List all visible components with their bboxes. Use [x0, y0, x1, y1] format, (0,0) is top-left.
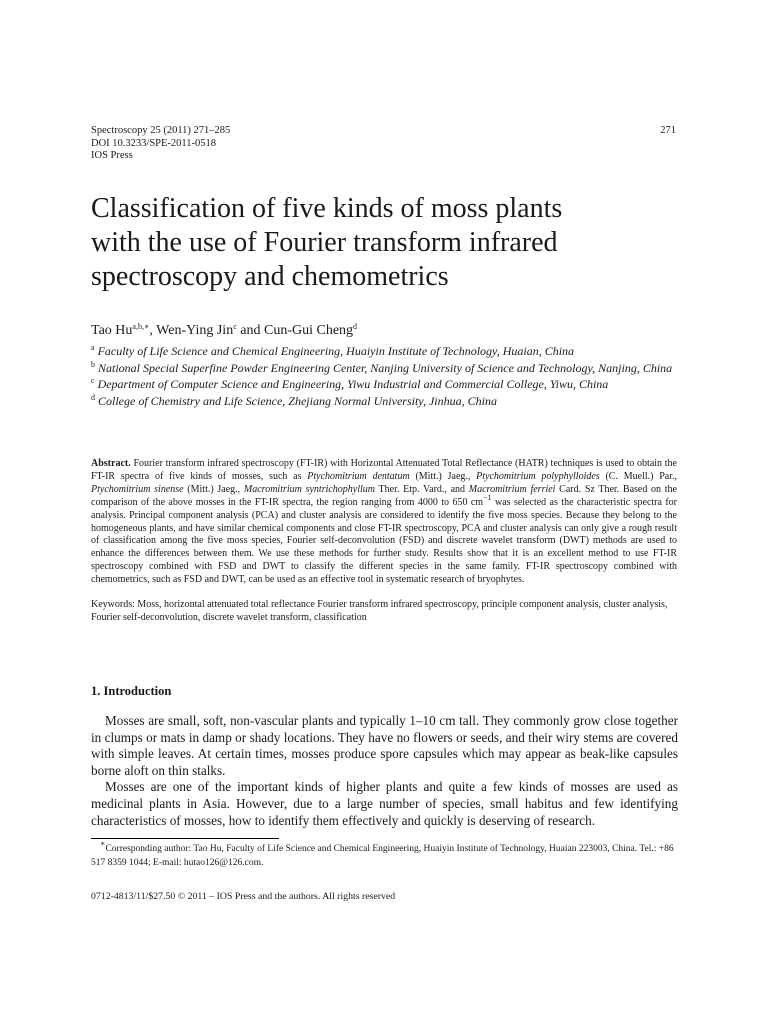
body-text — [91, 713, 678, 829]
affiliation-mark: b — [91, 359, 95, 369]
section-heading: 1. Introduction — [91, 684, 172, 698]
abstract-text: Card. Sz Ther. Based on the comparison of the above mosses in the FT-IR spectra, the region ranging from 4000 to 650 cm — [91, 483, 677, 508]
species-name: Ptychomitrium dentatum — [307, 470, 410, 482]
unit-superscript: −1 — [483, 492, 492, 502]
abstract-text: Fourier transform infrared spectroscopy (FT-IR) with Horizontal Attenuated Total Reflectance (HATR) techniques is used to obtain the FT-IR spectra of five kinds of mosses, such as — [91, 458, 677, 482]
species-name: Macromitrium syntrichophyllum — [243, 483, 376, 495]
title-line: with the use of Fourier transform infrared — [91, 227, 558, 258]
species-name: Ptychomitrium sinense — [91, 483, 184, 495]
journal-header — [91, 125, 676, 163]
affiliation-text: Department of Computer Science and Engineering, Yiwu Industrial and Commercial College, Yiwu, China — [97, 377, 609, 391]
author-separator: and — [236, 323, 264, 338]
affiliation-text: College of Chemistry and Life Science, Zhejiang Normal University, Jinhua, China — [98, 393, 497, 408]
title-line: Classification of five kinds of moss plants — [91, 193, 563, 224]
doi: DOI 10.3233/SPE-2011-0518 — [91, 137, 217, 149]
affiliation-mark: d — [91, 392, 95, 402]
abstract-text: (C. Muell.) Par., — [599, 470, 677, 482]
author-affiliation-mark: d — [353, 322, 358, 331]
affiliation-mark: a — [91, 343, 95, 352]
paragraph: Mosses are small, soft, non-vascular plants and typically 1–10 cm tall. They commonly grow close together in clumps or mats in damp or shady locations. They have no flowers or seeds, and their wiry stems are covered with simple leaves. At certain times, mosses produce spore capsules which may appear as beak-like capsules borne aloft on thin stalks. — [91, 713, 678, 778]
affiliations — [91, 343, 676, 409]
author-name: Wen-Ying Jin — [156, 323, 234, 338]
affiliation-mark: c — [91, 376, 95, 385]
paper-title — [91, 192, 691, 294]
publisher: IOS Press — [91, 150, 133, 161]
author-affiliation-mark: a,b,∗ — [132, 322, 150, 331]
species-name: Ptychomitrium polyphylloides — [476, 470, 600, 482]
paragraph: Mosses are one of the important kinds of higher plants and quite a few kinds of mosses are used as medicinal plants in Asia. However, due to a large number of species, small habitus and few identifying characteristics of mosses, how to identify them effectively and quickly is deserving of research. — [91, 779, 678, 828]
affiliation-item — [91, 376, 676, 393]
affiliation-text: National Special Superfine Powder Engineering Center, Nanjing University of Science and Technology, Nanjing, China — [98, 360, 673, 375]
abstract-text: (Mitt.) Jaeg., — [409, 470, 477, 482]
abstract — [91, 458, 677, 587]
author-name: Tao Hu — [91, 323, 133, 338]
abstract-label: Abstract. — [91, 458, 131, 469]
author-list — [91, 323, 357, 339]
affiliation-item — [91, 360, 676, 377]
keywords: Keywords: Moss, horizontal attenuated total reflectance Fourier transform infrared spectroscopy, principle component analysis, cluster analysis, Fourier self-deconvolution, discrete wavelet transform, classification — [91, 599, 668, 623]
footnote-mark: ∗ — [100, 839, 106, 848]
copyright-line: 0712-4813/11/$27.50 © 2011 – IOS Press and the authors. All rights reserved — [91, 891, 396, 902]
affiliation-text: Faculty of Life Science and Chemical Engineering, Huaiyin Institute of Technology, Huaian, China — [97, 344, 575, 358]
author-separator: , — [149, 323, 157, 338]
page-number: 271 — [660, 125, 676, 136]
footnote — [91, 839, 677, 870]
affiliation-item — [91, 393, 676, 410]
journal-citation: Spectroscopy 25 (2011) 271–285 — [91, 125, 231, 136]
abstract-text: was selected as the characteristic spectra for analysis. Principal component analysis (PCA) and cluster analysis are considered to identify the five moss species. Because they belong to the homogeneous plants, and have similar chemical components and close FT-IR spectroscopy, PCA and cluster analysis can only give a rough result of classification among the five moss species, Fourier self-deconvolution (FSD) and discrete wavelet transform (DWT) methods are used to enhance the differences between them. We use these methods for further study. Results show that it is an excellent method to use FT-IR spectroscopy combined with FSD and DWT to classify the different species in the same family. FT-IR spectroscopy combined with chemometrics, such as FSD and DWT, can be used as an effective tool in systematic research of bryophytes. — [91, 496, 677, 586]
footnote-text: Corresponding author: Tao Hu, Faculty of Life Science and Chemical Engineering, Huaiyin Institute of Technology, Huaian 223003, China. Tel.: +86 517 8359 1044; E-mail: hutao126@126.com. — [91, 844, 674, 868]
abstract-text: Ther. Etp. Vard., and — [375, 483, 469, 495]
author-affiliation-mark: c — [233, 322, 237, 331]
footnote-rule — [91, 838, 279, 839]
title-line: spectroscopy and chemometrics — [91, 261, 449, 292]
abstract-text: (Mitt.) Jaeg., — [183, 483, 244, 495]
species-name: Macromitrium ferriei — [468, 483, 556, 495]
affiliation-item — [91, 343, 676, 360]
author-name: Cun-Gui Cheng — [263, 323, 354, 338]
